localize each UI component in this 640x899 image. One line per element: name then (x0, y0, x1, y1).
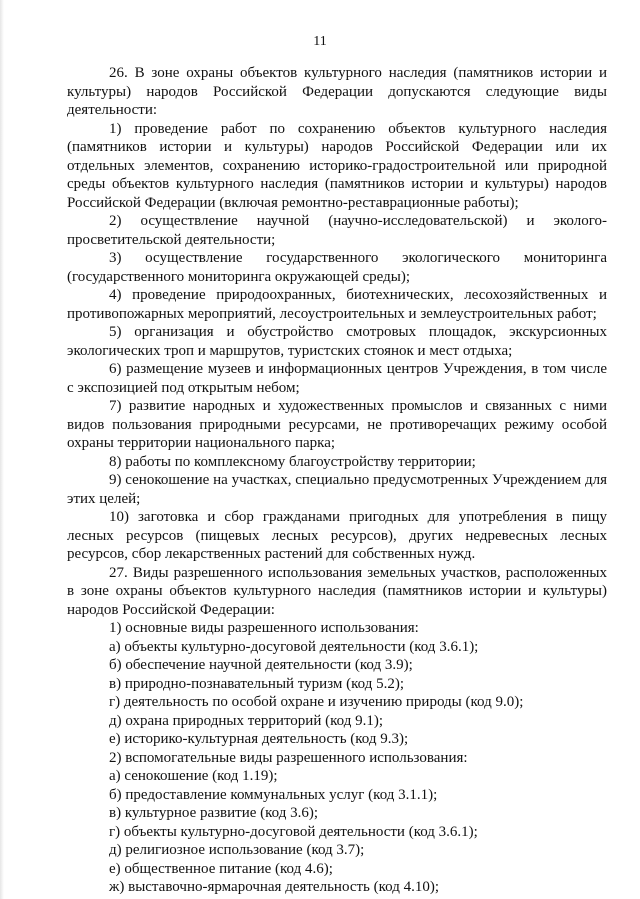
scan-edge-shadow (0, 0, 4, 899)
main-use-item: б) обеспечение научной деятельности (код 3.9); (109, 657, 413, 673)
section-26-item: 7) развитие народных и художественных промыслов и связанных с ними видов пользования природными ресурсами, не противоречащих режиму особой охраны территории национального парка; (67, 398, 607, 451)
main-use-item: д) охрана природных территорий (код 9.1); (109, 712, 383, 729)
section-26-item: 5) организация и обустройство смотровых площадок, экскурсионных экологических троп и маршрутов, туристских стоянок и мест отдыха; (67, 324, 607, 359)
aux-use-item: в) культурное развитие (код 3.6); (109, 805, 319, 821)
aux-use-item: г) объекты культурно-досуговой деятельности (код 3.6.1); (109, 823, 478, 840)
aux-use-item: а) сенокошение (код 1.19); (109, 768, 278, 784)
section-26-item: 9) сенокошение на участках, специально предусмотренных Учреждением для этих целей; (67, 472, 607, 507)
page-number: 11 (313, 34, 327, 49)
section-26-item: 10) заготовка и сбор гражданами пригодных для употребления в пищу лесных ресурсов (пищевых лесных ресурсов), других недревесных лесных ресурсов, сбор лекарственных растений для собственных нужд. (67, 509, 607, 562)
section-26-item: 1) проведение работ по сохранению объектов культурного наследия (памятников истории и культуры) народов Российской Федерации или их отдельных элементов, сохранению историко-градостроительной или природной среды объектов культурного наследия (памятников истории и культуры) народов Российской Федерации (включая ремонтно-реставрационные работы); (67, 120, 607, 211)
aux-use-item: д) религиозное использование (код 3.7); (109, 842, 365, 858)
section-26-item: 4) проведение природоохранных, биотехнических, лесохозяйственных и противопожарных мероприятий, лесоустроительных и землеустроительных работ; (67, 287, 607, 322)
aux-use-item: ж) выставочно-ярмарочная деятельность (код 4.10); (109, 879, 440, 895)
main-use-item: е) историко-культурная деятельность (код 9.3); (109, 731, 409, 747)
section-26-item: 3) осуществление государственного экологического мониторинга (государственного мониторинга окружающей среды); (67, 250, 607, 285)
section-27-intro: 27. Виды разрешенного использования земельных участков, расположенных в зоне охраны объектов культурного наследия (памятников истории и культуры) народов Российской Федерации: (67, 564, 607, 618)
main-use-item: в) природно-познавательный туризм (код 5.2); (109, 675, 405, 692)
aux-uses-heading: 2) вспомогательные виды разрешенного использования: (109, 749, 468, 766)
section-26-item: 6) размещение музеев и информационных центров Учреждения, в том числе с экспозицией под открытым небом; (67, 361, 607, 396)
main-use-item: г) деятельность по особой охране и изучению природы (код 9.0); (109, 694, 524, 710)
section-26-intro: 26. В зоне охраны объектов культурного наследия (памятников истории и культуры) народов Российской Федерации допускаются следующие виды деятельности: (67, 65, 607, 118)
main-uses-heading: 1) основные виды разрешенного использования: (109, 620, 419, 636)
section-26-item: 2) осуществление научной (научно-исследовательской) и эколого-просветительской деятельности; (67, 213, 607, 248)
main-use-item: а) объекты культурно-досуговой деятельности (код 3.6.1); (109, 638, 479, 655)
document-body (67, 64, 607, 897)
aux-use-item: е) общественное питание (код 4.6); (109, 860, 333, 877)
aux-use-item: б) предоставление коммунальных услуг (код 3.1.1); (109, 786, 438, 803)
section-26-item: 8) работы по комплексному благоустройству территории; (109, 453, 476, 470)
